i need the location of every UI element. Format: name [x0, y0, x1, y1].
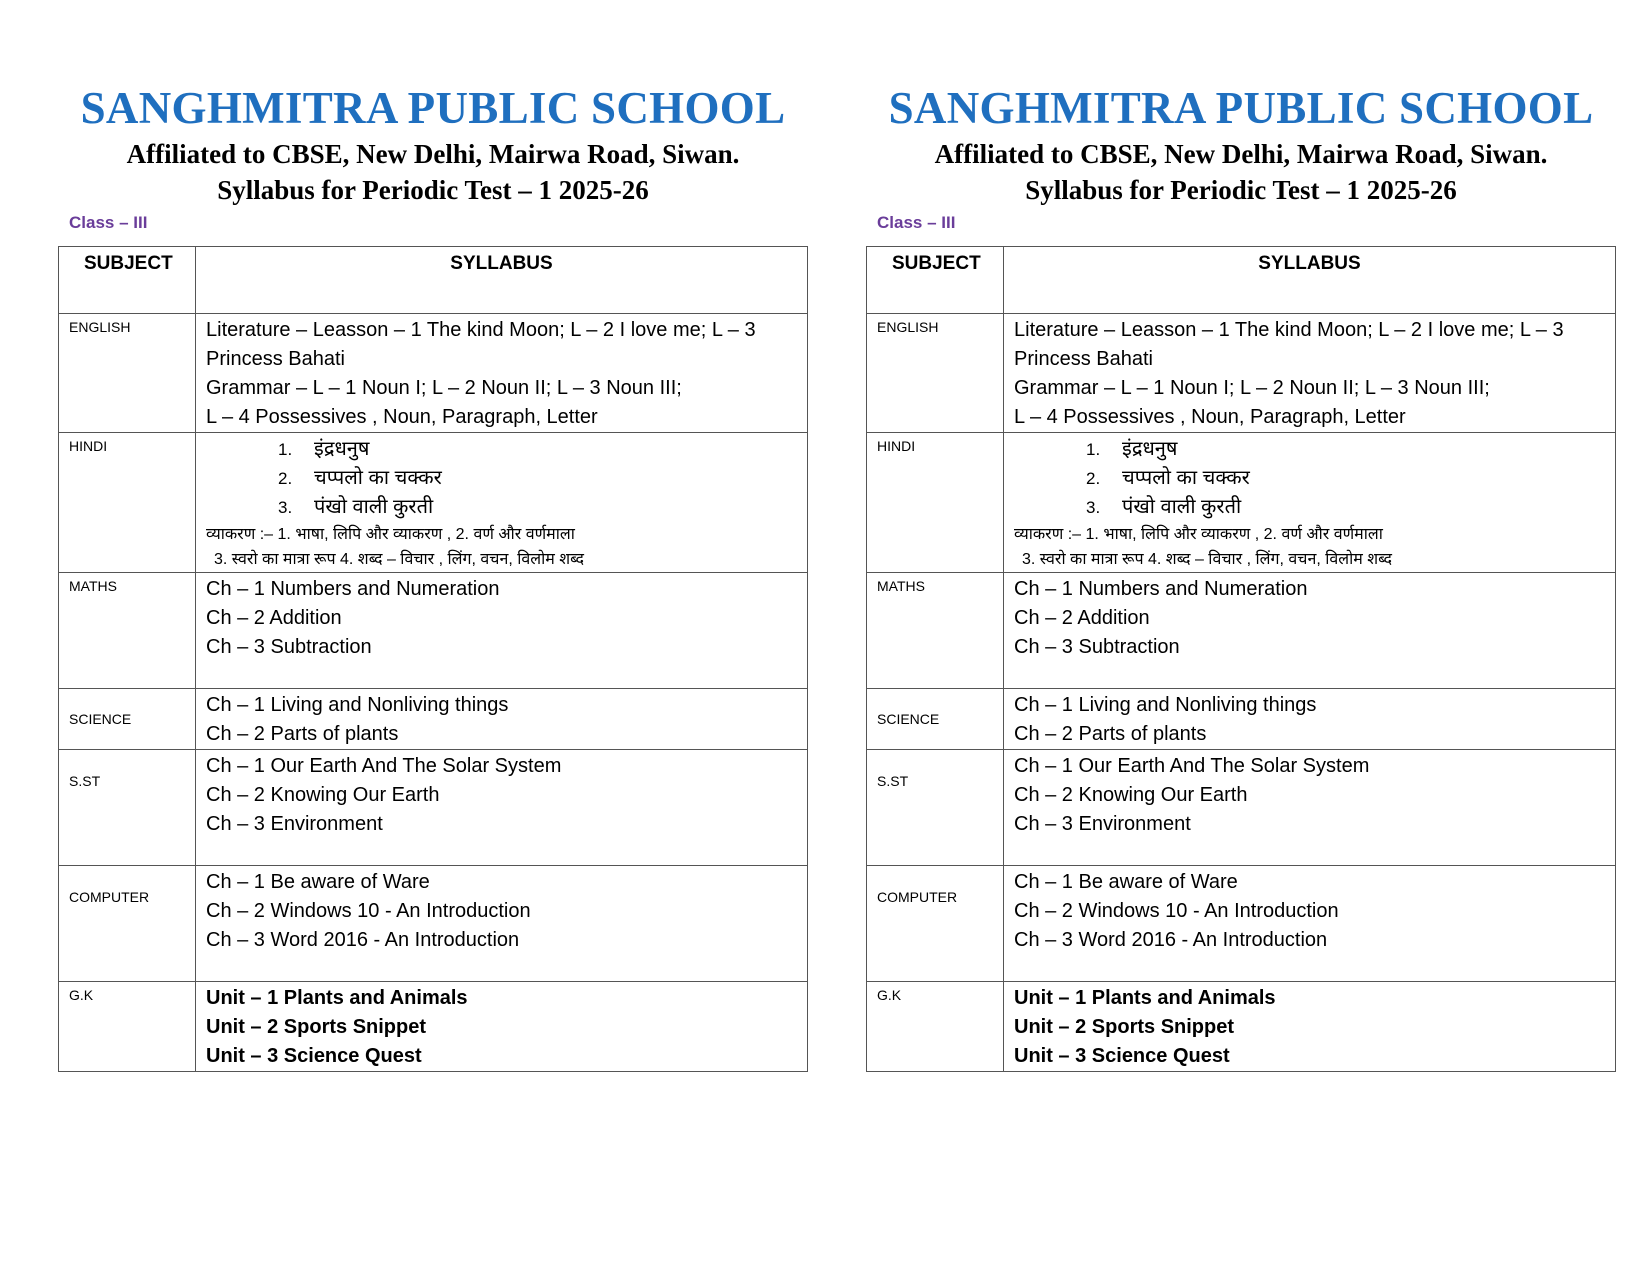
- syllabus-sheet-right: [866, 80, 1616, 1072]
- syllabus-line: Ch – 2 Windows 10 - An Introduction: [1014, 900, 1339, 922]
- hindi-grammar-line: 3. स्वरो का मात्रा रूप 4. शब्द – विचार , लिंग, वचन, विलोम शब्द: [1022, 551, 1392, 568]
- syllabus-line: Ch – 1 Be aware of Ware: [1014, 871, 1238, 893]
- subject-label: S.ST: [877, 773, 909, 789]
- subject-cell: ENGLISH: [867, 314, 1004, 433]
- syllabus-line: Ch – 1 Living and Nonliving things: [1014, 694, 1317, 716]
- lesson-title: पंखो वाली कुरती: [1122, 496, 1242, 518]
- table-row-science: [59, 689, 808, 750]
- class-label: Class – III: [69, 213, 148, 232]
- subject-cell: [867, 866, 1004, 982]
- hindi-grammar-line: व्याकरण :– 1. भाषा, लिपि और व्याकरण , 2. वर्ण और वर्णमाला: [1014, 526, 1383, 543]
- syllabus-cell: [1004, 866, 1616, 982]
- syllabus-line: Ch – 3 Subtraction: [206, 636, 372, 658]
- table-row-hindi: [59, 433, 808, 573]
- syllabus-line: Ch – 2 Knowing Our Earth: [1014, 784, 1248, 806]
- school-name: SANGHMITRA PUBLIC SCHOOL: [888, 83, 1594, 133]
- syllabus-line: Unit – 2 Sports Snippet: [206, 1016, 427, 1038]
- hindi-lesson: [1014, 493, 1611, 522]
- table-row-science: [867, 689, 1616, 750]
- school-name: SANGHMITRA PUBLIC SCHOOL: [80, 83, 786, 133]
- subject-cell: MATHS: [867, 573, 1004, 689]
- syllabus-title: Syllabus for Periodic Test – 1 2025-26: [217, 175, 649, 205]
- table-row-english: [59, 314, 808, 433]
- syllabus-line: Ch – 2 Addition: [206, 607, 342, 629]
- syllabus-line: Ch – 1 Our Earth And The Solar System: [1014, 755, 1370, 777]
- syllabus-line: Grammar – L – 1 Noun I; L – 2 Noun II; L – 3 Noun III;: [206, 377, 682, 399]
- lesson-title: चप्पलो का चक्कर: [314, 467, 442, 489]
- syllabus-cell: [196, 689, 808, 750]
- syllabus-header: SYLLABUS: [1004, 247, 1616, 314]
- subject-cell: HINDI: [59, 433, 196, 573]
- syllabus-line: Ch – 1 Numbers and Numeration: [1014, 578, 1308, 600]
- lesson-number: 1.: [278, 440, 293, 459]
- hindi-lesson: [206, 493, 803, 522]
- syllabus-cell: [1004, 314, 1616, 433]
- lesson-title: इंद्रधनुष: [1122, 438, 1178, 460]
- lesson-number: 2.: [1086, 469, 1101, 488]
- lesson-number: 2.: [278, 469, 293, 488]
- hindi-lesson: [206, 435, 803, 464]
- table-row-sst: [867, 750, 1616, 866]
- syllabus-line: Ch – 3 Word 2016 - An Introduction: [206, 929, 520, 951]
- subject-label: S.ST: [69, 773, 101, 789]
- syllabus-line: Unit – 1 Plants and Animals: [206, 987, 468, 1009]
- syllabus-line: Ch – 1 Our Earth And The Solar System: [206, 755, 562, 777]
- syllabus-line: Unit – 1 Plants and Animals: [1014, 987, 1276, 1009]
- syllabus-line: Literature – Leasson – 1 The kind Moon; L – 2 I love me; L – 3: [1014, 319, 1564, 341]
- syllabus-line: Ch – 1 Living and Nonliving things: [206, 694, 509, 716]
- table-row-gk: [59, 982, 808, 1072]
- subject-cell: G.K: [59, 982, 196, 1072]
- syllabus-cell: [1004, 982, 1616, 1072]
- subject-cell: MATHS: [59, 573, 196, 689]
- syllabus-cell: [196, 866, 808, 982]
- subject-header: SUBJECT: [59, 247, 196, 314]
- syllabus-line: Princess Bahati: [206, 348, 345, 370]
- lesson-number: 3.: [1086, 498, 1101, 517]
- syllabus-line: Ch – 2 Windows 10 - An Introduction: [206, 900, 531, 922]
- syllabus-line: Ch – 3 Subtraction: [1014, 636, 1180, 658]
- subject-cell: [867, 750, 1004, 866]
- syllabus-cell: [196, 750, 808, 866]
- syllabus-header: SYLLABUS: [196, 247, 808, 314]
- syllabus-line: Ch – 2 Parts of plants: [206, 723, 399, 745]
- subject-cell: ENGLISH: [59, 314, 196, 433]
- syllabus-table: [866, 246, 1616, 1072]
- syllabus-line: L – 4 Possessives , Noun, Paragraph, Letter: [206, 406, 598, 428]
- subject-label: COMPUTER: [69, 889, 150, 905]
- table-row-maths: [867, 573, 1616, 689]
- subject-label: COMPUTER: [877, 889, 958, 905]
- syllabus-cell: [1004, 573, 1616, 689]
- syllabus-line: Unit – 2 Sports Snippet: [1014, 1016, 1235, 1038]
- subject-cell: HINDI: [867, 433, 1004, 573]
- syllabus-line: Literature – Leasson – 1 The kind Moon; L – 2 I love me; L – 3: [206, 319, 756, 341]
- table-row-english: [867, 314, 1616, 433]
- subject-cell: SCIENCE: [59, 689, 196, 750]
- lesson-title: इंद्रधनुष: [314, 438, 370, 460]
- hindi-lesson: [206, 464, 803, 493]
- header-row: [59, 247, 808, 314]
- syllabus-line: Ch – 2 Knowing Our Earth: [206, 784, 440, 806]
- syllabus-line: Princess Bahati: [1014, 348, 1153, 370]
- table-row-sst: [59, 750, 808, 866]
- syllabus-cell: [196, 433, 808, 573]
- lesson-title: पंखो वाली कुरती: [314, 496, 434, 518]
- subject-cell: SCIENCE: [867, 689, 1004, 750]
- syllabus-cell: [196, 982, 808, 1072]
- table-row-maths: [59, 573, 808, 689]
- hindi-grammar-line: व्याकरण :– 1. भाषा, लिपि और व्याकरण , 2. वर्ण और वर्णमाला: [206, 526, 575, 543]
- syllabus-line: L – 4 Possessives , Noun, Paragraph, Letter: [1014, 406, 1406, 428]
- header-row: [867, 247, 1616, 314]
- hindi-lesson: [1014, 464, 1611, 493]
- syllabus-cell: [1004, 750, 1616, 866]
- class-label: Class – III: [877, 213, 956, 232]
- syllabus-sheet-left: [58, 80, 808, 1072]
- lesson-title: चप्पलो का चक्कर: [1122, 467, 1250, 489]
- syllabus-cell: [196, 314, 808, 433]
- syllabus-line: Grammar – L – 1 Noun I; L – 2 Noun II; L – 3 Noun III;: [1014, 377, 1490, 399]
- syllabus-title: Syllabus for Periodic Test – 1 2025-26: [1025, 175, 1457, 205]
- syllabus-line: Ch – 1 Numbers and Numeration: [206, 578, 500, 600]
- syllabus-line: Unit – 3 Science Quest: [206, 1045, 422, 1067]
- syllabus-line: Ch – 1 Be aware of Ware: [206, 871, 430, 893]
- syllabus-cell: [196, 573, 808, 689]
- syllabus-line: Ch – 3 Word 2016 - An Introduction: [1014, 929, 1328, 951]
- syllabus-cell: [1004, 689, 1616, 750]
- affiliation-line: Affiliated to CBSE, New Delhi, Mairwa Road, Siwan.: [126, 139, 740, 169]
- subject-cell: [59, 750, 196, 866]
- syllabus-cell: [1004, 433, 1616, 573]
- syllabus-line: Ch – 2 Addition: [1014, 607, 1150, 629]
- subject-cell: G.K: [867, 982, 1004, 1072]
- syllabus-line: Unit – 3 Science Quest: [1014, 1045, 1230, 1067]
- table-row-gk: [867, 982, 1616, 1072]
- hindi-grammar-line: 3. स्वरो का मात्रा रूप 4. शब्द – विचार , लिंग, वचन, विलोम शब्द: [214, 551, 584, 568]
- subject-header: SUBJECT: [867, 247, 1004, 314]
- syllabus-table: [58, 246, 808, 1072]
- affiliation-line: Affiliated to CBSE, New Delhi, Mairwa Road, Siwan.: [934, 139, 1548, 169]
- table-row-computer: [867, 866, 1616, 982]
- hindi-lesson: [1014, 435, 1611, 464]
- table-row-hindi: [867, 433, 1616, 573]
- syllabus-line: Ch – 2 Parts of plants: [1014, 723, 1207, 745]
- table-row-computer: [59, 866, 808, 982]
- lesson-number: 3.: [278, 498, 293, 517]
- lesson-number: 1.: [1086, 440, 1101, 459]
- syllabus-line: Ch – 3 Environment: [1014, 813, 1191, 835]
- syllabus-line: Ch – 3 Environment: [206, 813, 383, 835]
- subject-cell: [59, 866, 196, 982]
